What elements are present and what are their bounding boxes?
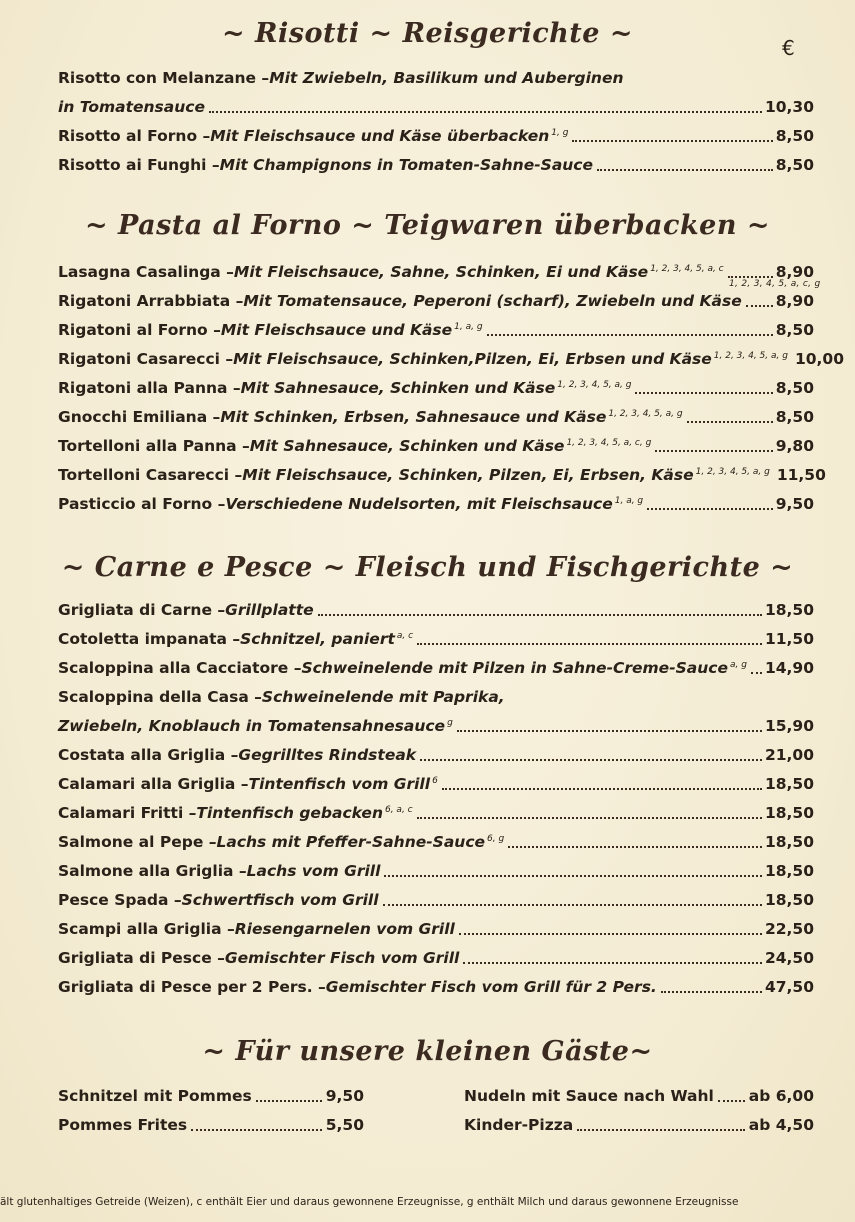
menu-item: Grigliata di Pesce per 2 Pers. – Gemischter Fisch vom Grill für 2 Pers. 47,50 bbox=[58, 978, 814, 996]
item-price: 18,50 bbox=[764, 804, 814, 822]
dot-leader bbox=[728, 276, 773, 278]
dot-leader bbox=[572, 140, 772, 142]
allergen-note: 1, 2, 3, 4, 5, a, c, g bbox=[729, 279, 821, 289]
menu-item: in Tomatensauce 10,30 bbox=[58, 98, 814, 116]
item-price: 18,50 bbox=[764, 601, 814, 619]
item-price: 8,90 bbox=[775, 263, 814, 281]
item-price: 5,50 bbox=[325, 1116, 364, 1134]
dot-leader bbox=[751, 672, 762, 674]
section-title-risotti: ~ Risotti ~ Reisgerichte ~ bbox=[222, 18, 633, 49]
dot-leader bbox=[508, 846, 762, 848]
dot-leader bbox=[191, 1129, 322, 1131]
allergen-note: 1, 2, 3, 4, 5, a, g bbox=[695, 467, 770, 477]
allergen-note: 1, g bbox=[551, 128, 569, 138]
item-price: 15,90 bbox=[764, 717, 814, 735]
item-price: 9,80 bbox=[775, 437, 814, 455]
allergen-note: a, c bbox=[396, 631, 414, 641]
kids-item: Nudeln mit Sauce nach Wahl ab 6,00 bbox=[464, 1087, 814, 1105]
allergen-note: 1, 2, 3, 4, 5, a, c bbox=[650, 264, 724, 274]
dot-leader bbox=[635, 392, 772, 394]
allergen-note: a, g bbox=[729, 660, 747, 670]
menu-item: Gnocchi Emiliana – Mit Schinken, Erbsen, Sahnesauce und Käse $^{1, 2, 3, 4, 5, a, g}$ 8,50 bbox=[58, 401, 814, 427]
section-title-kids: ~ Für unsere kleinen Gäste~ bbox=[202, 1036, 653, 1067]
dot-leader bbox=[417, 643, 762, 645]
dot-leader bbox=[647, 508, 773, 510]
allergen-note: 1, 2, 3, 4, 5, a, g bbox=[713, 351, 788, 361]
item-price: 14,90 bbox=[764, 659, 814, 677]
dot-leader bbox=[417, 817, 762, 819]
item-price: 8,90 bbox=[775, 292, 814, 310]
menu-item: Lasagna Casalinga – Mit Fleischsauce, Sahne, Schinken, Ei und Käse $^{1, 2, 3, 4, 5, a, c}$ 8,90 bbox=[58, 256, 814, 282]
menu-item: Risotto ai Funghi – Mit Champignons in Tomaten-Sahne-Sauce 8,50 bbox=[58, 156, 814, 174]
allergen-note: 6 bbox=[432, 776, 438, 786]
item-price: ab 4,50 bbox=[748, 1116, 814, 1134]
allergen-note: 1, a, g bbox=[454, 322, 483, 332]
item-price: 21,00 bbox=[764, 746, 814, 764]
dot-leader bbox=[442, 788, 762, 790]
dot-leader bbox=[577, 1129, 745, 1131]
allergen-note: 1, 2, 3, 4, 5, a, g bbox=[608, 409, 683, 419]
menu-item: Zwiebeln, Knoblauch in Tomatensahnesauce $^g$ 15,90 bbox=[58, 710, 814, 736]
item-price: 10,30 bbox=[764, 98, 814, 116]
item-price: 18,50 bbox=[764, 862, 814, 880]
item-price: 9,50 bbox=[325, 1087, 364, 1105]
item-price: 8,50 bbox=[775, 127, 814, 145]
item-price: 47,50 bbox=[764, 978, 814, 996]
dot-leader bbox=[487, 334, 773, 336]
allergen-note: 6, a, c bbox=[384, 805, 413, 815]
menu-item: Tortelloni Casarecci – Mit Fleischsauce, Schinken, Pilzen, Ei, Erbsen, Käse $^{1, 2, 3, 4, 5, a, g}$ 11,50 bbox=[58, 459, 814, 485]
dot-leader bbox=[209, 111, 762, 113]
item-price: ab 6,00 bbox=[748, 1087, 814, 1105]
item-price: 18,50 bbox=[764, 833, 814, 851]
item-price: 18,50 bbox=[764, 775, 814, 793]
menu-item: Grigliata di Pesce – Gemischter Fisch vom Grill 24,50 bbox=[58, 949, 814, 967]
menu-item: Rigatoni Arrabbiata – Mit Tomatensauce, Peperoni (scharf), Zwiebeln und Käse 8,90 bbox=[58, 292, 814, 310]
menu-item: Scampi alla Griglia – Riesengarnelen vom Grill 22,50 bbox=[58, 920, 814, 938]
menu-item: Rigatoni alla Panna – Mit Sahnesauce, Schinken und Käse $^{1, 2, 3, 4, 5, a, g}$ 8,50 bbox=[58, 372, 814, 398]
dot-leader bbox=[318, 614, 762, 616]
allergen-note: 1, 2, 3, 4, 5, a, c, g bbox=[566, 438, 652, 448]
dot-leader bbox=[457, 730, 762, 732]
menu-item: Scaloppina della Casa – Schweinelende mit Paprika, bbox=[58, 688, 505, 706]
dot-leader bbox=[384, 875, 762, 877]
item-price: 10,00 bbox=[794, 350, 844, 368]
item-price: 9,50 bbox=[775, 495, 814, 513]
dot-leader bbox=[687, 421, 773, 423]
dot-leader bbox=[597, 169, 773, 171]
item-price: 8,50 bbox=[775, 321, 814, 339]
kids-item: Pommes Frites 5,50 bbox=[58, 1116, 364, 1134]
currency-label: € bbox=[782, 36, 795, 60]
allergen-footnote: ält glutenhaltiges Getreide (Weizen), c enthält Eier und daraus gewonnene Erzeugnisse, g enthält Milch und daraus gewonnene Erzeugnisse bbox=[0, 1196, 739, 1208]
dot-leader bbox=[718, 1100, 745, 1102]
item-price: 8,50 bbox=[775, 156, 814, 174]
section-title-pasta: ~ Pasta al Forno ~ Teigwaren überbacken ~ bbox=[84, 210, 771, 241]
menu-item: Calamari alla Griglia – Tintenfisch vom Grill $^6$ 18,50 bbox=[58, 768, 814, 794]
menu-item: Calamari Fritti – Tintenfisch gebacken $^{6, a, c}$ 18,50 bbox=[58, 797, 814, 823]
item-price: 11,50 bbox=[776, 466, 826, 484]
kids-item: Kinder-Pizza ab 4,50 bbox=[464, 1116, 814, 1134]
menu-item: Rigatoni Casarecci – Mit Fleischsauce, Schinken,Pilzen, Ei, Erbsen und Käse $^{1, 2, 3, 4, 5, a, g}$ 10,00 bbox=[58, 343, 814, 369]
dot-leader bbox=[420, 759, 762, 761]
dot-leader bbox=[463, 962, 762, 964]
menu-item: Risotto con Melanzane – Mit Zwiebeln, Basilikum und Auberginen bbox=[58, 69, 624, 87]
menu-item: Scaloppina alla Cacciatore – Schweinelende mit Pilzen in Sahne-Creme-Sauce $^{a, g}$ 14,90 bbox=[58, 652, 814, 678]
menu-item: Rigatoni al Forno – Mit Fleischsauce und Käse $^{1, a, g}$ 8,50 bbox=[58, 314, 814, 340]
menu-item: Cotoletta impanata – Schnitzel, paniert $^{a, c}$ 11,50 bbox=[58, 623, 814, 649]
item-price: 11,50 bbox=[764, 630, 814, 648]
dot-leader bbox=[256, 1100, 322, 1102]
menu-item: Risotto al Forno – Mit Fleischsauce und Käse überbacken $^{1, g}$ 8,50 bbox=[58, 120, 814, 146]
section-title-carne: ~ Carne e Pesce ~ Fleisch und Fischgerichte ~ bbox=[61, 552, 794, 583]
menu-item: Tortelloni alla Panna – Mit Sahnesauce, Schinken und Käse $^{1, 2, 3, 4, 5, a, c, g}$ 9,80 bbox=[58, 430, 814, 456]
menu-item: Grigliata di Carne – Grillplatte 18,50 bbox=[58, 601, 814, 619]
dot-leader bbox=[661, 991, 762, 993]
allergen-note: 1, a, g bbox=[614, 496, 644, 506]
allergen-note: 6, g bbox=[487, 834, 505, 844]
item-price: 24,50 bbox=[764, 949, 814, 967]
dot-leader bbox=[655, 450, 772, 452]
dot-leader bbox=[383, 904, 762, 906]
menu-item: Pasticcio al Forno – Verschiedene Nudelsorten, mit Fleischsauce $^{1, a, g}$ 9,50 bbox=[58, 488, 814, 514]
menu-item: Salmone al Pepe – Lachs mit Pfeffer-Sahne-Sauce $^{6, g}$ 18,50 bbox=[58, 826, 814, 852]
kids-item: Schnitzel mit Pommes 9,50 bbox=[58, 1087, 364, 1105]
dot-leader bbox=[746, 305, 773, 307]
item-price: 22,50 bbox=[764, 920, 814, 938]
menu-item: Costata alla Griglia – Gegrilltes Rindsteak 21,00 bbox=[58, 746, 814, 764]
menu-item: Salmone alla Griglia – Lachs vom Grill 18,50 bbox=[58, 862, 814, 880]
item-price: 18,50 bbox=[764, 891, 814, 909]
dot-leader bbox=[459, 933, 762, 935]
allergen-note: g bbox=[447, 718, 453, 728]
allergen-note: 1, 2, 3, 4, 5, a, g bbox=[557, 380, 632, 390]
item-price: 8,50 bbox=[775, 408, 814, 426]
menu-item: Pesce Spada – Schwertfisch vom Grill 18,50 bbox=[58, 891, 814, 909]
item-price: 8,50 bbox=[775, 379, 814, 397]
